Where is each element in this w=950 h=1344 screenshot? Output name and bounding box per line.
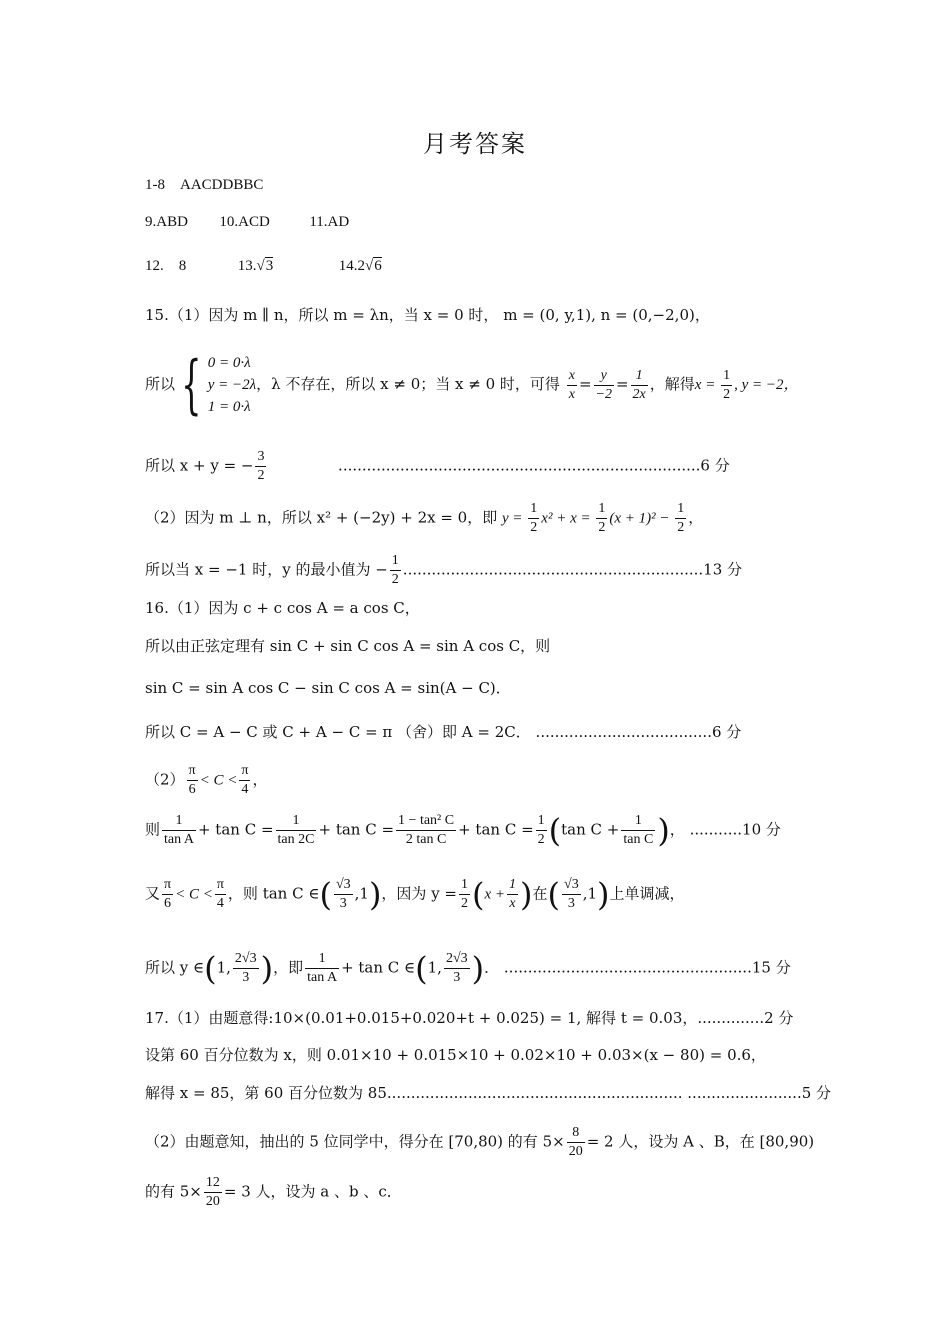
frac-2root3-over3-b: $\frac{2√3}{3}$	[445, 951, 468, 985]
q16-line6-prefix: 则	[145, 820, 161, 839]
q17-line-5	[145, 1174, 402, 1211]
q17-line5-prefix: 的有 5×	[145, 1182, 202, 1201]
frac-half-e: $\frac{1}{2}$	[461, 877, 469, 911]
answers-1-8: 1-8 AACDDBBC	[145, 177, 264, 193]
frac-inv-tan2C: $\frac{1}{\tan 2C}$	[277, 813, 315, 847]
q16-line-2: 所以由正弦定理有 sin C + sin C cos A = sin A cos C，则	[145, 637, 551, 655]
answer-13-label: 13.	[237, 258, 257, 274]
frac-inv-tanA-b: $\frac{1}{\text{tan A}}$	[307, 951, 338, 985]
q16-line-7: 又 $\frac{\pi}{6}$ < C < $\frac{\pi}{4}$ ，则 tan C ∈( $\frac{√3}{3}$ ,1)，因为 y = $\frac{1}{2}$ (x + $\frac{1}{x}$ )在( $\frac{√3}{3}$ ,1)上单调减，	[145, 875, 685, 914]
page-title: 月考答案	[423, 130, 527, 158]
frac-x-half: $\frac{1}{2}$	[723, 367, 731, 402]
q17-line-2: 设第 60 百分位数为 x，则 0.01×10 + 0.015×10 + 0.02×10 + 0.03×(x − 80) = 0.6，	[145, 1046, 766, 1064]
q15-line3-prefix: 所以 x + y = −	[145, 456, 254, 475]
answer-13-radicand: 3	[265, 258, 274, 274]
q15-score-6: ............................................................................6 分	[338, 456, 730, 475]
frac-half-d: $\frac{1}{2}$	[537, 813, 545, 847]
q16-line7-prefix: 又	[145, 884, 161, 903]
frac-pi-6-b: $\frac{\pi}{6}$	[164, 877, 172, 911]
frac-x-over-x: $\frac{x}{x}$	[568, 367, 575, 402]
q15-line2-prefix: 所以	[145, 375, 176, 393]
left-brace-icon: {	[181, 348, 202, 422]
q17-line-3: 解得 x = 85，第 60 百分位数为 85.............................................................. ........................5 分	[145, 1084, 832, 1102]
frac-half-c: $\frac{1}{2}$	[677, 501, 685, 535]
q16-line-5: （2） $\frac{\pi}{6}$ < C < $\frac{\pi}{4}$ ，	[145, 763, 268, 797]
q16-line8-mid: ，即	[273, 958, 304, 977]
q16-line7-mid2: ，因为 y =	[381, 884, 458, 903]
frac-inv-tanC: $\frac{1}{\text{tan C}}$	[623, 813, 654, 847]
system-eq-2: y = −2λ	[207, 377, 257, 393]
q16-line8-prefix: 所以 y ∈	[145, 958, 205, 977]
q17-line-1: 17.（1）由题意得:10×(0.01+0.015+0.020+t + 0.025) = 1, 解得 t = 0.03，..............2 分	[145, 1009, 794, 1027]
frac-1-over-2x: $\frac{1}{2x}$	[632, 367, 646, 402]
q17-line-4	[145, 1124, 814, 1161]
frac-root3-over3-a: $\frac{√3}{3}$	[335, 877, 351, 911]
q16-line-8: 所以 y ∈(1, $\frac{2√3}{3}$ )，即 $\frac{1}{\text{tan A}}$ + tan C ∈(1, $\frac{2√3}{3}$ )． ....................................................15 分	[145, 949, 791, 988]
frac-double-angle: $\frac{\text{1 − tan² C}}{\text{2 tan C}}$	[398, 813, 455, 847]
q16-line4-text: 所以 C = A − C 或 C + A − C = π （舍）即 A = 2C．	[145, 723, 531, 741]
q16-line-4	[145, 722, 741, 742]
frac-2root3-over3-a: $\frac{2√3}{3}$	[234, 951, 257, 985]
q16-line5-prefix: （2）	[145, 770, 185, 789]
q15-line2-solve: ，解得	[649, 375, 695, 393]
answer-14-label: 14.	[338, 258, 358, 274]
q16-line-6: 则 $\frac{1}{\text{tan A}}$ + tan C = $\frac{1}{\tan 2C}$ + tan C = $\frac{\text{1 − tan² C}}{\text{2 tan C}}$ + tan C = $\frac{1}{2}$ (tan C + $\frac{1}{\text{tan C}}$ )， ...........10 分	[145, 811, 781, 850]
system-eq-3: 1 = 0·λ	[207, 399, 251, 415]
frac-half-min: $\frac{1}{2}$	[391, 553, 399, 587]
q16-score-15: ....................................................15 分	[503, 958, 791, 977]
q15-equation-system	[208, 352, 256, 418]
answer-14-coef: 2	[357, 258, 365, 274]
q15-line-4: （2）因为 m ⊥ n，所以 x² + (−2y) + 2x = 0，即 y = $\frac{1}{2}$ x² + x = $\frac{1}{2}$ (x + 1)² − $\frac{1}{2}$ ，	[145, 501, 704, 535]
q16-score-10: ...........10 分	[689, 820, 781, 839]
q17-line4-suffix: = 2 人，设为 A 、B，在 [80,90)	[586, 1132, 815, 1151]
frac-half-a: $\frac{1}{2}$	[530, 501, 538, 535]
system-eq-1: 0 = 0·λ	[207, 355, 251, 371]
frac-12-over-20: $\frac{12}{20}$	[205, 1175, 220, 1209]
answer-12: 12. 8	[145, 258, 187, 274]
frac-y-over-neg2: $\frac{y}{-2}$	[595, 367, 612, 402]
answers-12-14: 12. 8 13.√3 14.2√6	[145, 258, 382, 274]
frac-pi-6-a: $\frac{\pi}{6}$	[188, 763, 196, 797]
q16-line-1: 16.（1）因为 c + c cos A = a cos C，	[145, 599, 420, 617]
q16-line7-tail: 上单调减，	[609, 884, 685, 903]
frac-pi-4-b: $\frac{\pi}{4}$	[216, 877, 224, 911]
answer-10: 10.ACD	[219, 214, 270, 230]
q15-line-2: 所以{ 0 = 0·λ y = −2λ 1 = 0·λ ，λ 不存在，所以 x ≠ 0；当 x ≠ 0 时，可得 $\frac{x}{x}$ = $\frac{y}{-2}$ = $\frac{1}{2x}$ ，解得x = $\frac{1}{2}$ , y = −2，	[145, 348, 799, 422]
frac-inv-tanA: $\frac{1}{\text{tan A}}$	[164, 813, 194, 847]
q15-line4-text: （2）因为 m ⊥ n，所以 x² + (−2y) + 2x = 0，即	[145, 508, 498, 527]
q15-line-5	[145, 552, 742, 589]
frac-inv-x: $\frac{1}{x}$	[509, 877, 517, 911]
q16-line-3: sin C = sin A cos C − sin C cos A = sin(A − C)．	[145, 679, 511, 697]
q16-score-6: .....................................6 分	[535, 723, 742, 741]
answer-14-radicand: 6	[374, 258, 382, 274]
q17-line5-suffix: = 3 人，设为 a 、b 、c．	[223, 1182, 402, 1201]
q15-line5-prefix: 所以当 x = −1 时，y 的最小值为 −	[145, 560, 388, 579]
frac-half-b: $\frac{1}{2}$	[598, 501, 606, 535]
q16-line7-mid: ，则 tan C ∈	[227, 884, 320, 903]
frac-root3-over3-b: $\frac{√3}{3}$	[564, 877, 579, 911]
answers-9-11	[145, 212, 349, 232]
q15-line2-mid: ，λ 不存在，所以 x ≠ 0；当 x ≠ 0 时，可得	[256, 375, 560, 393]
answer-9: 9.ABD	[145, 214, 188, 230]
frac-three-halves: $\frac{3}{2}$	[257, 449, 265, 483]
answer-11: 11.AD	[309, 214, 350, 230]
q15-line-3	[145, 448, 730, 485]
frac-pi-4-a: $\frac{\pi}{4}$	[241, 763, 249, 797]
q15-line-1: 15.（1）因为 m ∥ n，所以 m = λn，当 x = 0 时， m = (0, y,1), n = (0,−2,0)，	[145, 306, 710, 324]
q15-score-13: ...............................................................13 分	[402, 560, 743, 579]
q17-line4-prefix: （2）由题意知，抽出的 5 位同学中，得分在 [70,80) 的有 5×	[145, 1132, 565, 1151]
frac-8-over-20: $\frac{8}{20}$	[568, 1125, 583, 1159]
